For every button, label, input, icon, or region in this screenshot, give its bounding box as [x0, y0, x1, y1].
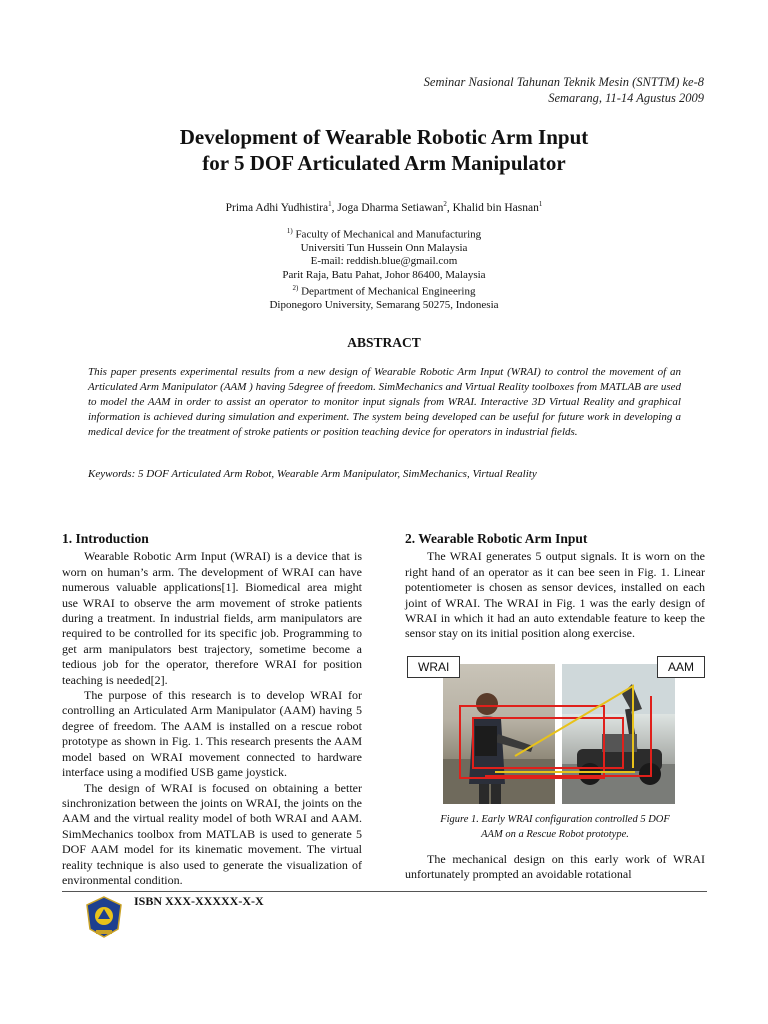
yellow-joint-line [515, 686, 633, 768]
seal-icon [84, 895, 124, 939]
footer-divider [62, 891, 707, 892]
figure-label-aam: AAM [657, 656, 705, 678]
conference-header [424, 74, 704, 106]
author-name: Joga Dharma Setiawan [337, 201, 444, 214]
author-name: Khalid bin Hasnan [452, 201, 539, 214]
affiliations [0, 225, 768, 312]
paper-title-line-1: Development of Wearable Robotic Arm Input [179, 125, 589, 149]
paper-title [0, 124, 768, 176]
author-affil-mark: 1 [328, 200, 332, 208]
author-list [0, 200, 768, 214]
isbn: ISBN XXX-XXXXX-X-X [134, 894, 264, 908]
affiliation-line: Department of Mechanical Engineering [301, 285, 476, 298]
caption-line: AAM on a Rescue Robot prototype. [481, 829, 629, 840]
affiliation-line: Diponegoro University, Semarang 50275, Indonesia [269, 298, 499, 311]
paragraph: Wearable Robotic Arm Input (WRAI) is a device that is worn on human’s arm. The development of WRAI can have numerous valuable applications[1]. Biomedical area might use WRAI to observe the arm movement of stroke patients during a treatment. In industrial fields, arm manipulators are required to be controlled for its specific job. Programming to get arm manipulators best trajectory, sometime become a tedious job for the operator, therefore WRAI for position teaching is needed[2]. [62, 549, 362, 687]
red-joint-line [485, 696, 651, 776]
paragraph: The design of WRAI is focused on obtaining a better sinchronization between the joints on WRAI, the joints on the AAM and the virtual reality model of both WRAI and AAM. SimMechanics toolbox from MATLAB is used to generate 5 DOF AAM model for its kinematic movement. The virtual reality technique is also used to generate the visualization of environmental condition. [62, 780, 362, 887]
paragraph: The mechanical design on this early work of WRAI unfortunately prompted an avoidable rotational [405, 852, 705, 882]
affiliation-line: Parit Raja, Batu Pahat, Johor 86400, Malaysia [282, 268, 486, 281]
author-name: Prima Adhi Yudhistira [225, 201, 329, 214]
column-right [405, 531, 705, 642]
column-left [62, 531, 362, 888]
joint-correspondence-lines [405, 656, 705, 804]
paragraph: The WRAI generates 5 output signals. It is worn on the right hand of an operator as it can bee seen in Fig. 1. Linear potentiometer is chosen as sensor devices, installed on each joint of WRAI. The WRAI in Fig. 1 was the early design of WRAI in which it had an auto extendable feature to keep the sensor stay on its initial position along exercise. [405, 549, 705, 641]
abstract-text: This paper presents experimental results from a new design of Wearable Robotic Arm Input (WRAI) to control the movement of an Articulated Arm Manipulator (AAM ) having 5degree of freedom. SimMechanics and Virtual Reality toolboxes from MATLAB are used to model the AAM in order to assist an operator to monitor input signals from WRAI. Interactive 3D Virtual Reality and graphical information is achieved during simulation and experiment. The system being developed can be useful for future work in developing a medical device for the treatment of stroke patients or position teaching device for operators in industrial fields. [88, 366, 681, 438]
conference-name: Seminar Nasional Tahunan Teknik Mesin (SNTTM) ke-8 [423, 75, 704, 89]
affiliation-mark-2: 2) [292, 283, 299, 292]
red-joint-box-inner [473, 718, 623, 768]
university-seal-icon [84, 895, 124, 939]
author-affil-mark: 2 [443, 200, 447, 208]
keywords: Keywords: 5 DOF Articulated Arm Robot, Wearable Arm Manipulator, SimMechanics, Virtual Reality [88, 468, 537, 480]
column-right-continued [405, 852, 705, 883]
section-heading-wrai: 2. Wearable Robotic Arm Input [405, 531, 588, 546]
caption-line: Figure 1. Early WRAI configuration controlled 5 DOF [440, 814, 670, 825]
paper-title-line-2: for 5 DOF Articulated Arm Manipulator [202, 151, 566, 175]
affiliation-mark-1: 1) [286, 227, 293, 235]
author-affil-mark: 1 [538, 200, 543, 208]
author-email: E-mail: reddish.blue@gmail.com [310, 255, 458, 268]
section-heading-introduction: 1. Introduction [62, 531, 149, 546]
figure-1-caption [405, 812, 705, 842]
figure-label-wrai: WRAI [407, 656, 460, 678]
conference-date: Semarang, 11-14 Agustus 2009 [548, 91, 704, 105]
author-separator: , [331, 201, 338, 214]
author-separator: , [446, 201, 453, 214]
affiliation-line: Universiti Tun Hussein Onn Malaysia [300, 241, 468, 254]
affiliation-line: Faculty of Mechanical and Manufacturing [295, 228, 482, 241]
figure-1 [405, 656, 705, 804]
paragraph: The purpose of this research is to develop WRAI for controlling an Articulated Arm Manipulator (AAM) having 5 degree of freedom. The AAM is installed on a rescue robot prototype as shown in Fig. 1. This research presents the AAM model based on WRAI movement connected to hardware interface using a modified USB game joystick. [62, 688, 362, 780]
abstract-heading: ABSTRACT [347, 335, 421, 350]
